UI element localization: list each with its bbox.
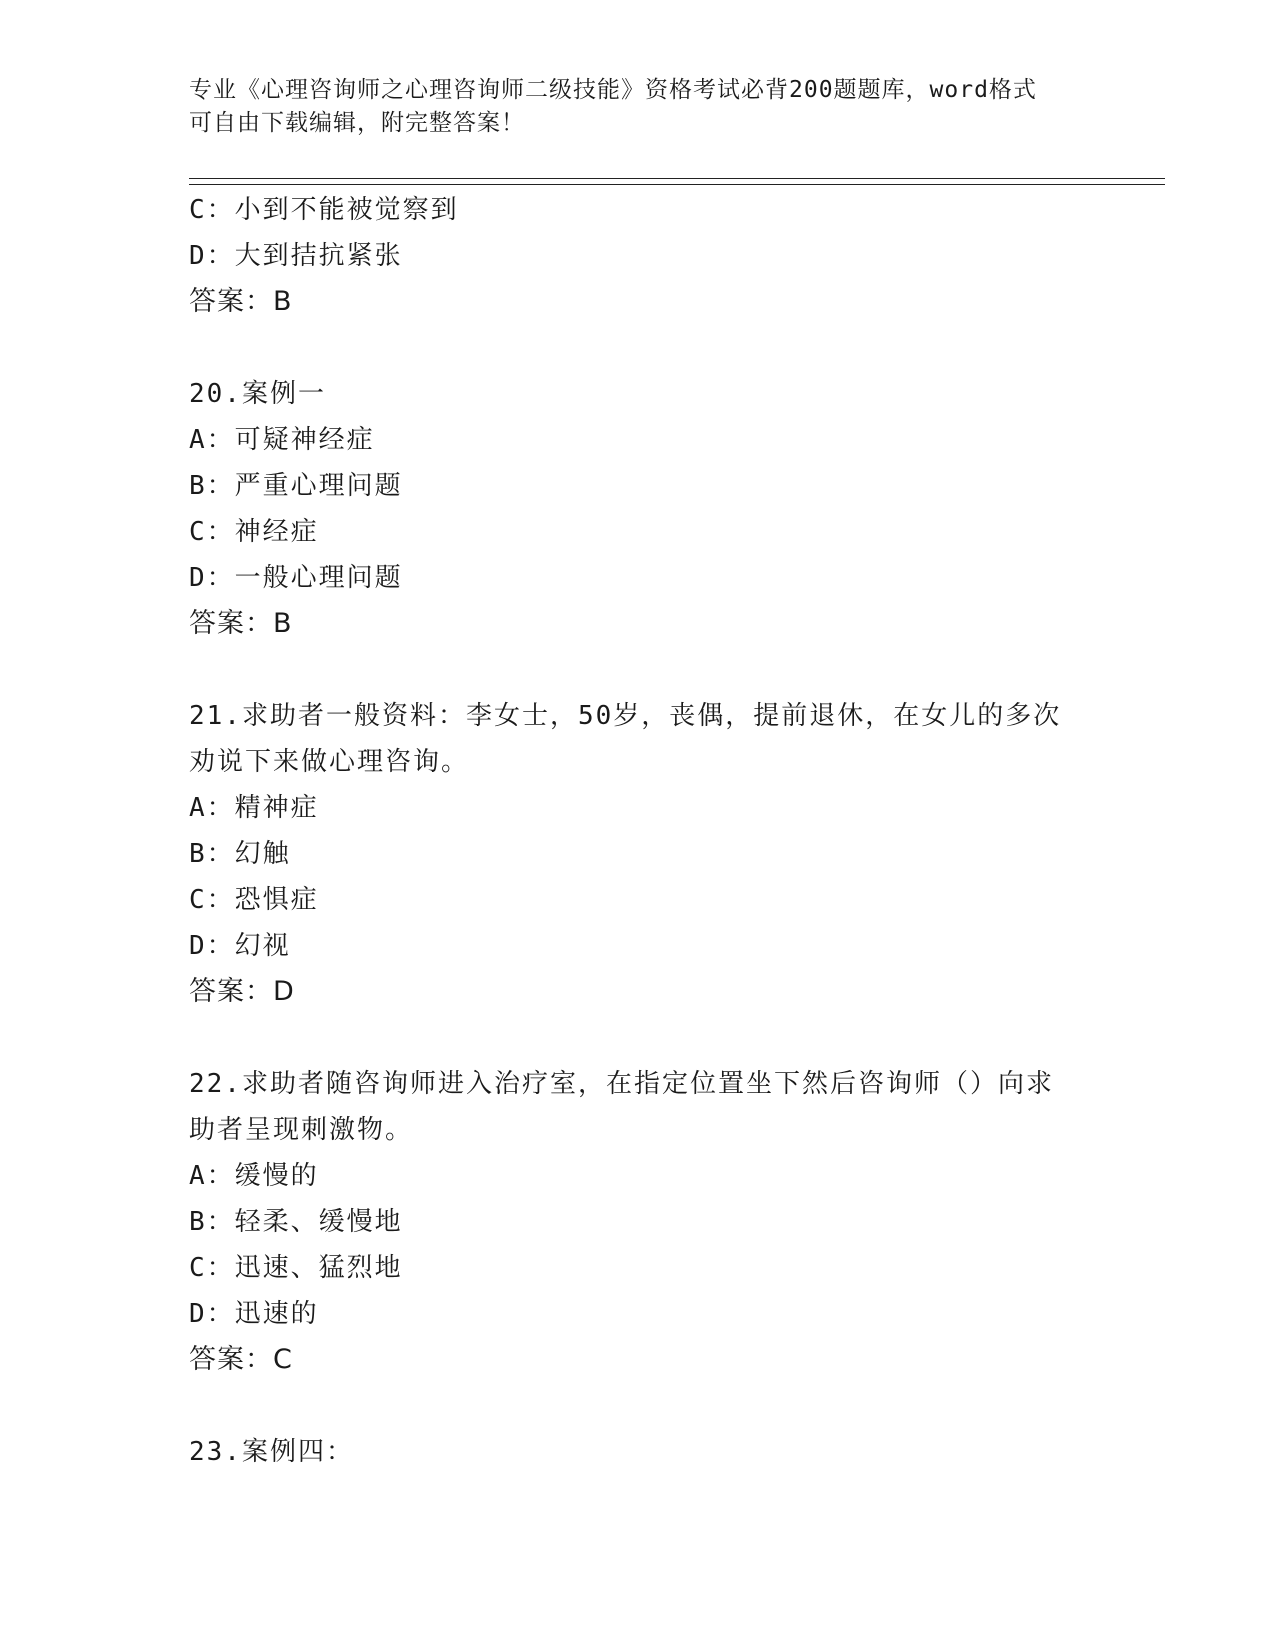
option-c: C：迅速、猛烈地	[189, 1253, 403, 1283]
answer-line: 答案：B	[189, 608, 293, 639]
question-22-title-line-2: 助者呈现刺激物。	[189, 1115, 414, 1145]
option-d: D：迅速的	[189, 1299, 319, 1329]
question-23-title: 23.案例四：	[189, 1437, 354, 1467]
option-a: A：缓慢的	[189, 1161, 319, 1191]
answer-line: 答案：D	[189, 976, 295, 1007]
answer-line: 答案：B	[189, 286, 293, 317]
option-c: C：恐惧症	[189, 885, 319, 915]
option-a: A：可疑神经症	[189, 425, 375, 455]
question-21-title-line-1: 21.求助者一般资料：李女士，50岁，丧偶，提前退休，在女儿的多次	[189, 701, 1062, 731]
spacer	[189, 325, 1089, 371]
question-content	[189, 187, 1089, 1475]
answer-line: 答案：C	[189, 1344, 293, 1375]
header-title-line-1: 专业《心理咨询师之心理咨询师二级技能》资格考试必背200题题库，word格式	[189, 77, 1037, 103]
option-c: C：小到不能被觉察到	[189, 195, 459, 225]
option-b: B：轻柔、缓慢地	[189, 1207, 403, 1237]
option-b: B：严重心理问题	[189, 471, 403, 501]
document-header	[189, 74, 1089, 140]
header-rule-top	[189, 178, 1165, 179]
spacer	[189, 647, 1089, 693]
option-d: D：大到拮抗紧张	[189, 241, 403, 271]
option-a: A：精神症	[189, 793, 319, 823]
header-rule-bottom	[189, 184, 1165, 185]
spacer	[189, 1015, 1089, 1061]
option-d: D：一般心理问题	[189, 563, 403, 593]
option-b: B：幻触	[189, 839, 291, 869]
question-20-title: 20.案例一	[189, 379, 326, 409]
spacer	[189, 1383, 1089, 1429]
header-title-line-2: 可自由下载编辑，附完整答案！	[189, 110, 525, 136]
question-22-title-line-1: 22.求助者随咨询师进入治疗室，在指定位置坐下然后咨询师（）向求	[189, 1069, 1054, 1099]
option-c: C：神经症	[189, 517, 319, 547]
question-21-title-line-2: 劝说下来做心理咨询。	[189, 747, 470, 777]
option-d: D：幻视	[189, 931, 291, 961]
